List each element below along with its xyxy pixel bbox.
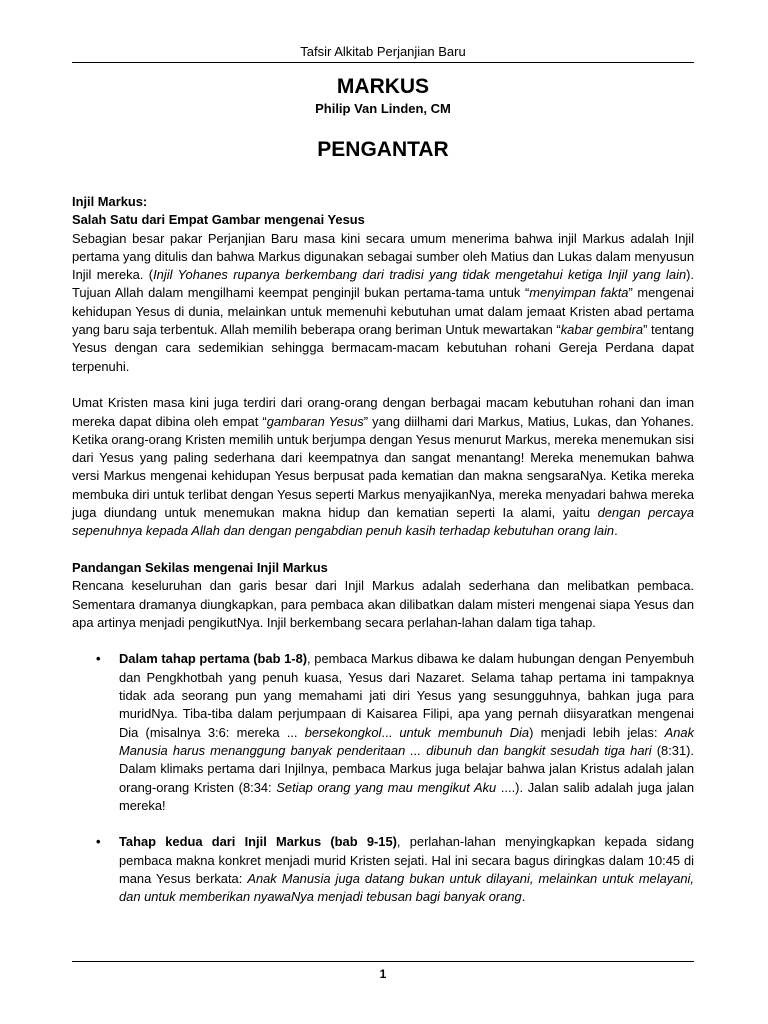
stage-list	[72, 650, 694, 906]
intro-heading-2: Salah Satu dari Empat Gambar mengenai Yesus	[72, 212, 365, 228]
document-body	[72, 193, 694, 907]
bullet-icon: •	[96, 834, 101, 850]
book-title: MARKUS	[336, 75, 430, 98]
list-item: • Tahap kedua dari Injil Markus (bab 9-15), perlahan-lahan menyingkapkan kepada sidang pembaca makna konkret menjadi murid Kristen sejati. Hal ini secara bagus diringkas dalam 10:45 di mana Yesus berkata: Anak Manusia juga datang bukan untuk dilayani, melainkan untuk melayani, dan untuk memberikan nyawaNya menjadi tebusan bagi banyak orang.	[96, 834, 694, 905]
intro-paragraph-1: Sebagian besar pakar Perjanjian Baru masa kini secara umum menerima bahwa injil Markus adalah Injil pertama yang ditulis dan bahwa Markus digunakan sebagai sumber oleh Matius dan Lukas dalam menyusun Injil mereka. (Injil Yohanes rupanya berkembang dari tradisi yang tidak mengetahui ketiga Injil yang lain). Tujuan Allah dalam mengilhami keempat penginjil bukan pertama-tama untuk “menyimpan fakta” mengenai kehidupan Yesus di dunia, melainkan untuk memenuhi kebutuhan umat dalam jemaat Kristen abad pertama yang baru saja terbentuk. Allah memilih beberapa orang beriman Untuk mewartakan “kabar gembira” tentang Yesus dengan cara sedemikian sehingga bermacam-macam kebutuhan rohani Gereja Perdana dapat terpenuhi.	[72, 230, 694, 374]
overview-paragraph: Rencana keseluruhan dan garis besar dari Injil Markus adalah sederhana dan melibatkan pembaca. Sementara dramanya diungkapkan, para pembaca akan dilibatkan dalam misteri mengenai siapa Yesus dan apa artinya menjadi pengikutNya. Injil berkembang secara perlahan-lahan dalam tiga tahap.	[72, 578, 694, 630]
bullet-icon: •	[96, 651, 101, 667]
section-title: PENGANTAR	[317, 138, 449, 161]
page-number: 1	[379, 967, 387, 981]
intro-paragraph-2: Umat Kristen masa kini juga terdiri dari orang-orang dengan berbagai macam kebutuhan rohani dan iman mereka dapat dibina oleh empat “gambaran Yesus” yang diilhami dari Markus, Matius, Lukas, dan Yohanes. Ketika orang-orang Kristen memilih untuk berjumpa dengan Yesus menurut Markus, mereka menemukan sisi dari Yesus yang paling sederhana dari keempatnya dan sangat menantang! Mereka menemukan bahwa versi Markus mengenai kehidupan Yesus berpusat pada kematian dan makna sengsaraNya. Ketika mereka membuka diri untuk terlibat dengan Yesus seperti Markus menyajikanNya, mereka menyadari bahwa mereka juga diundang untuk menemukan makna hidup dan kematian seperti Ia alami, yaitu dengan percaya sepenuhnya kepada Allah dan dengan pengabdian penuh kasih terhadap kebutuhan orang lain.	[72, 395, 695, 539]
footer-rule	[72, 961, 694, 962]
list-item: • Dalam tahap pertama (bab 1-8), pembaca Markus dibawa ke dalam hubungan dengan Penyembuh dan Pengkhotbah yang penuh kuasa, Yesus dari Nazaret. Selama tahap pertama ini tampaknya tidak ada seorang pun yang memahami jati diri Yesus yang sesungguhnya, bahkan juga para muridNya. Tiba-tiba dalam perjumpaan di Kaisarea Filipi, apa yang pernah diisyaratkan mengenai Dia (misalnya 3:6: mereka ... bersekongkol... untuk membunuh Dia) menjadi lebih jelas: Anak Manusia harus menanggung banyak penderitaan ... dibunuh dan bangkit sesudah tiga hari (8:31). Dalam klimaks pertama dari Injilnya, pembaca Markus juga belajar bahwa jalan Kristus adalah jalan orang-orang Kristen (8:34: Setiap orang yang mau mengikut Aku ....). Jalan salib adalah juga jalan mereka!	[96, 651, 695, 813]
overview-heading: Pandangan Sekilas mengenai Injil Markus	[72, 559, 328, 575]
running-header: Tafsir Alkitab Perjanjian Baru	[300, 44, 466, 59]
header-rule	[72, 62, 694, 63]
author-name: Philip Van Linden, CM	[315, 101, 451, 116]
intro-heading-1: Injil Markus:	[72, 194, 148, 209]
